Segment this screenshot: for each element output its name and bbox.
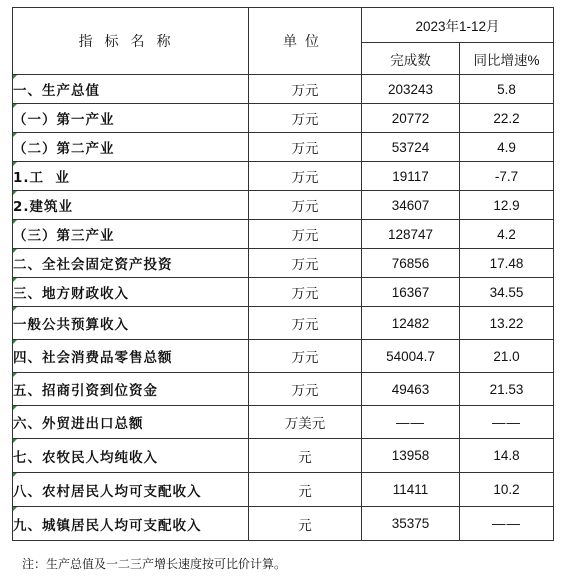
cell-corner-mark	[13, 307, 17, 311]
row-name: （一）第一产业	[13, 112, 115, 128]
row-name-cell	[13, 373, 249, 406]
row-unit: 元	[249, 507, 362, 541]
table-row	[13, 191, 554, 220]
row-growth: 4.9	[460, 133, 554, 162]
row-growth: 17.48	[460, 249, 554, 278]
table-row	[13, 439, 554, 473]
row-value: 19117	[362, 162, 460, 191]
table-row	[13, 220, 554, 249]
row-unit: 万元	[249, 75, 362, 104]
header-completed: 完成数	[362, 43, 460, 75]
row-name-cell	[13, 220, 249, 249]
row-value: 13958	[362, 439, 460, 473]
row-growth: 5.8	[460, 75, 554, 104]
row-name-cell	[13, 133, 249, 162]
row-unit: 万美元	[249, 406, 362, 439]
row-unit: 万元	[249, 340, 362, 373]
row-value: 12482	[362, 307, 460, 340]
cell-corner-mark	[13, 507, 17, 511]
row-name: 一、生产总值	[13, 83, 100, 99]
table-row	[13, 373, 554, 406]
row-growth: 22.2	[460, 104, 554, 133]
header-yoy-growth: 同比增速%	[460, 43, 554, 75]
row-unit: 万元	[249, 278, 362, 307]
row-name-cell	[13, 507, 249, 541]
header-period: 2023年1-12月	[362, 8, 554, 43]
statistics-table	[12, 7, 554, 541]
row-name: （二）第二产业	[13, 141, 115, 157]
row-name-cell	[13, 278, 249, 307]
row-growth: 13.22	[460, 307, 554, 340]
table-row	[13, 406, 554, 439]
row-value: 49463	[362, 373, 460, 406]
row-unit: 万元	[249, 220, 362, 249]
row-value: 53724	[362, 133, 460, 162]
cell-corner-mark	[13, 220, 17, 224]
row-name: （三）第三产业	[13, 228, 115, 244]
row-value: 34607	[362, 191, 460, 220]
table-row	[13, 340, 554, 373]
row-unit: 万元	[249, 249, 362, 278]
row-unit: 元	[249, 439, 362, 473]
cell-corner-mark	[13, 406, 17, 410]
row-name: 八、农村居民人均可支配收入	[13, 483, 202, 500]
table-row	[13, 507, 554, 541]
header-indicator-name: 指标名称	[13, 8, 249, 75]
row-value: 11411	[362, 473, 460, 507]
row-unit: 万元	[249, 191, 362, 220]
row-value: 128747	[362, 220, 460, 249]
row-name: 三、地方财政收入	[13, 286, 129, 302]
cell-corner-mark	[13, 75, 17, 79]
row-name-cell	[13, 473, 249, 507]
row-value: 35375	[362, 507, 460, 541]
row-name-cell	[13, 75, 249, 104]
row-value: 54004.7	[362, 340, 460, 373]
row-unit: 万元	[249, 162, 362, 191]
row-value: 76856	[362, 249, 460, 278]
row-growth: 10.2	[460, 473, 554, 507]
table-row	[13, 278, 554, 307]
row-value: ——	[362, 406, 460, 439]
cell-corner-mark	[13, 249, 17, 253]
row-name: 2.建筑业	[13, 199, 74, 215]
row-growth: -7.7	[460, 162, 554, 191]
row-name: 1.工 业	[13, 170, 70, 186]
row-name: 六、外贸进出口总额	[13, 416, 144, 432]
row-name: 五、招商引资到位资金	[13, 383, 158, 399]
row-growth: 21.53	[460, 373, 554, 406]
row-growth: 21.0	[460, 340, 554, 373]
header-unit: 单位	[249, 8, 362, 75]
table-row	[13, 75, 554, 104]
cell-corner-mark	[13, 373, 17, 377]
row-value: 20772	[362, 104, 460, 133]
cell-corner-mark	[13, 439, 17, 443]
cell-corner-mark	[13, 191, 17, 195]
cell-corner-mark	[13, 278, 17, 282]
footnote: 注：生产总值及一二三产增长速度按可比价计算。	[22, 557, 287, 571]
table-row	[13, 307, 554, 340]
row-name-cell	[13, 249, 249, 278]
row-growth: 34.55	[460, 278, 554, 307]
table-row	[13, 162, 554, 191]
row-name: 七、农牧民人均纯收入	[13, 449, 158, 466]
row-growth: 14.8	[460, 439, 554, 473]
row-name-cell	[13, 162, 249, 191]
row-growth: 12.9	[460, 191, 554, 220]
row-growth: ——	[460, 507, 554, 541]
row-name-cell	[13, 104, 249, 133]
table-row	[13, 249, 554, 278]
row-name-cell	[13, 406, 249, 439]
cell-corner-mark	[13, 162, 17, 166]
row-name: 九、城镇居民人均可支配收入	[13, 517, 202, 534]
table-row	[13, 133, 554, 162]
row-name: 四、社会消费品零售总额	[13, 350, 173, 366]
row-name: 一般公共预算收入	[13, 317, 129, 333]
row-unit: 万元	[249, 104, 362, 133]
header-row-1	[13, 8, 554, 43]
row-unit: 元	[249, 473, 362, 507]
row-growth: 4.2	[460, 220, 554, 249]
cell-corner-mark	[13, 340, 17, 344]
row-name-cell	[13, 191, 249, 220]
row-name: 二、全社会固定资产投资	[13, 257, 173, 273]
row-growth: ——	[460, 406, 554, 439]
row-name-cell	[13, 439, 249, 473]
row-unit: 万元	[249, 307, 362, 340]
cell-corner-mark	[13, 473, 17, 477]
row-value: 203243	[362, 75, 460, 104]
table-row	[13, 473, 554, 507]
cell-corner-mark	[13, 104, 17, 108]
cell-corner-mark	[13, 133, 17, 137]
row-name-cell	[13, 340, 249, 373]
row-value: 16367	[362, 278, 460, 307]
table-row	[13, 104, 554, 133]
row-unit: 万元	[249, 133, 362, 162]
row-name-cell	[13, 307, 249, 340]
row-unit: 万元	[249, 373, 362, 406]
